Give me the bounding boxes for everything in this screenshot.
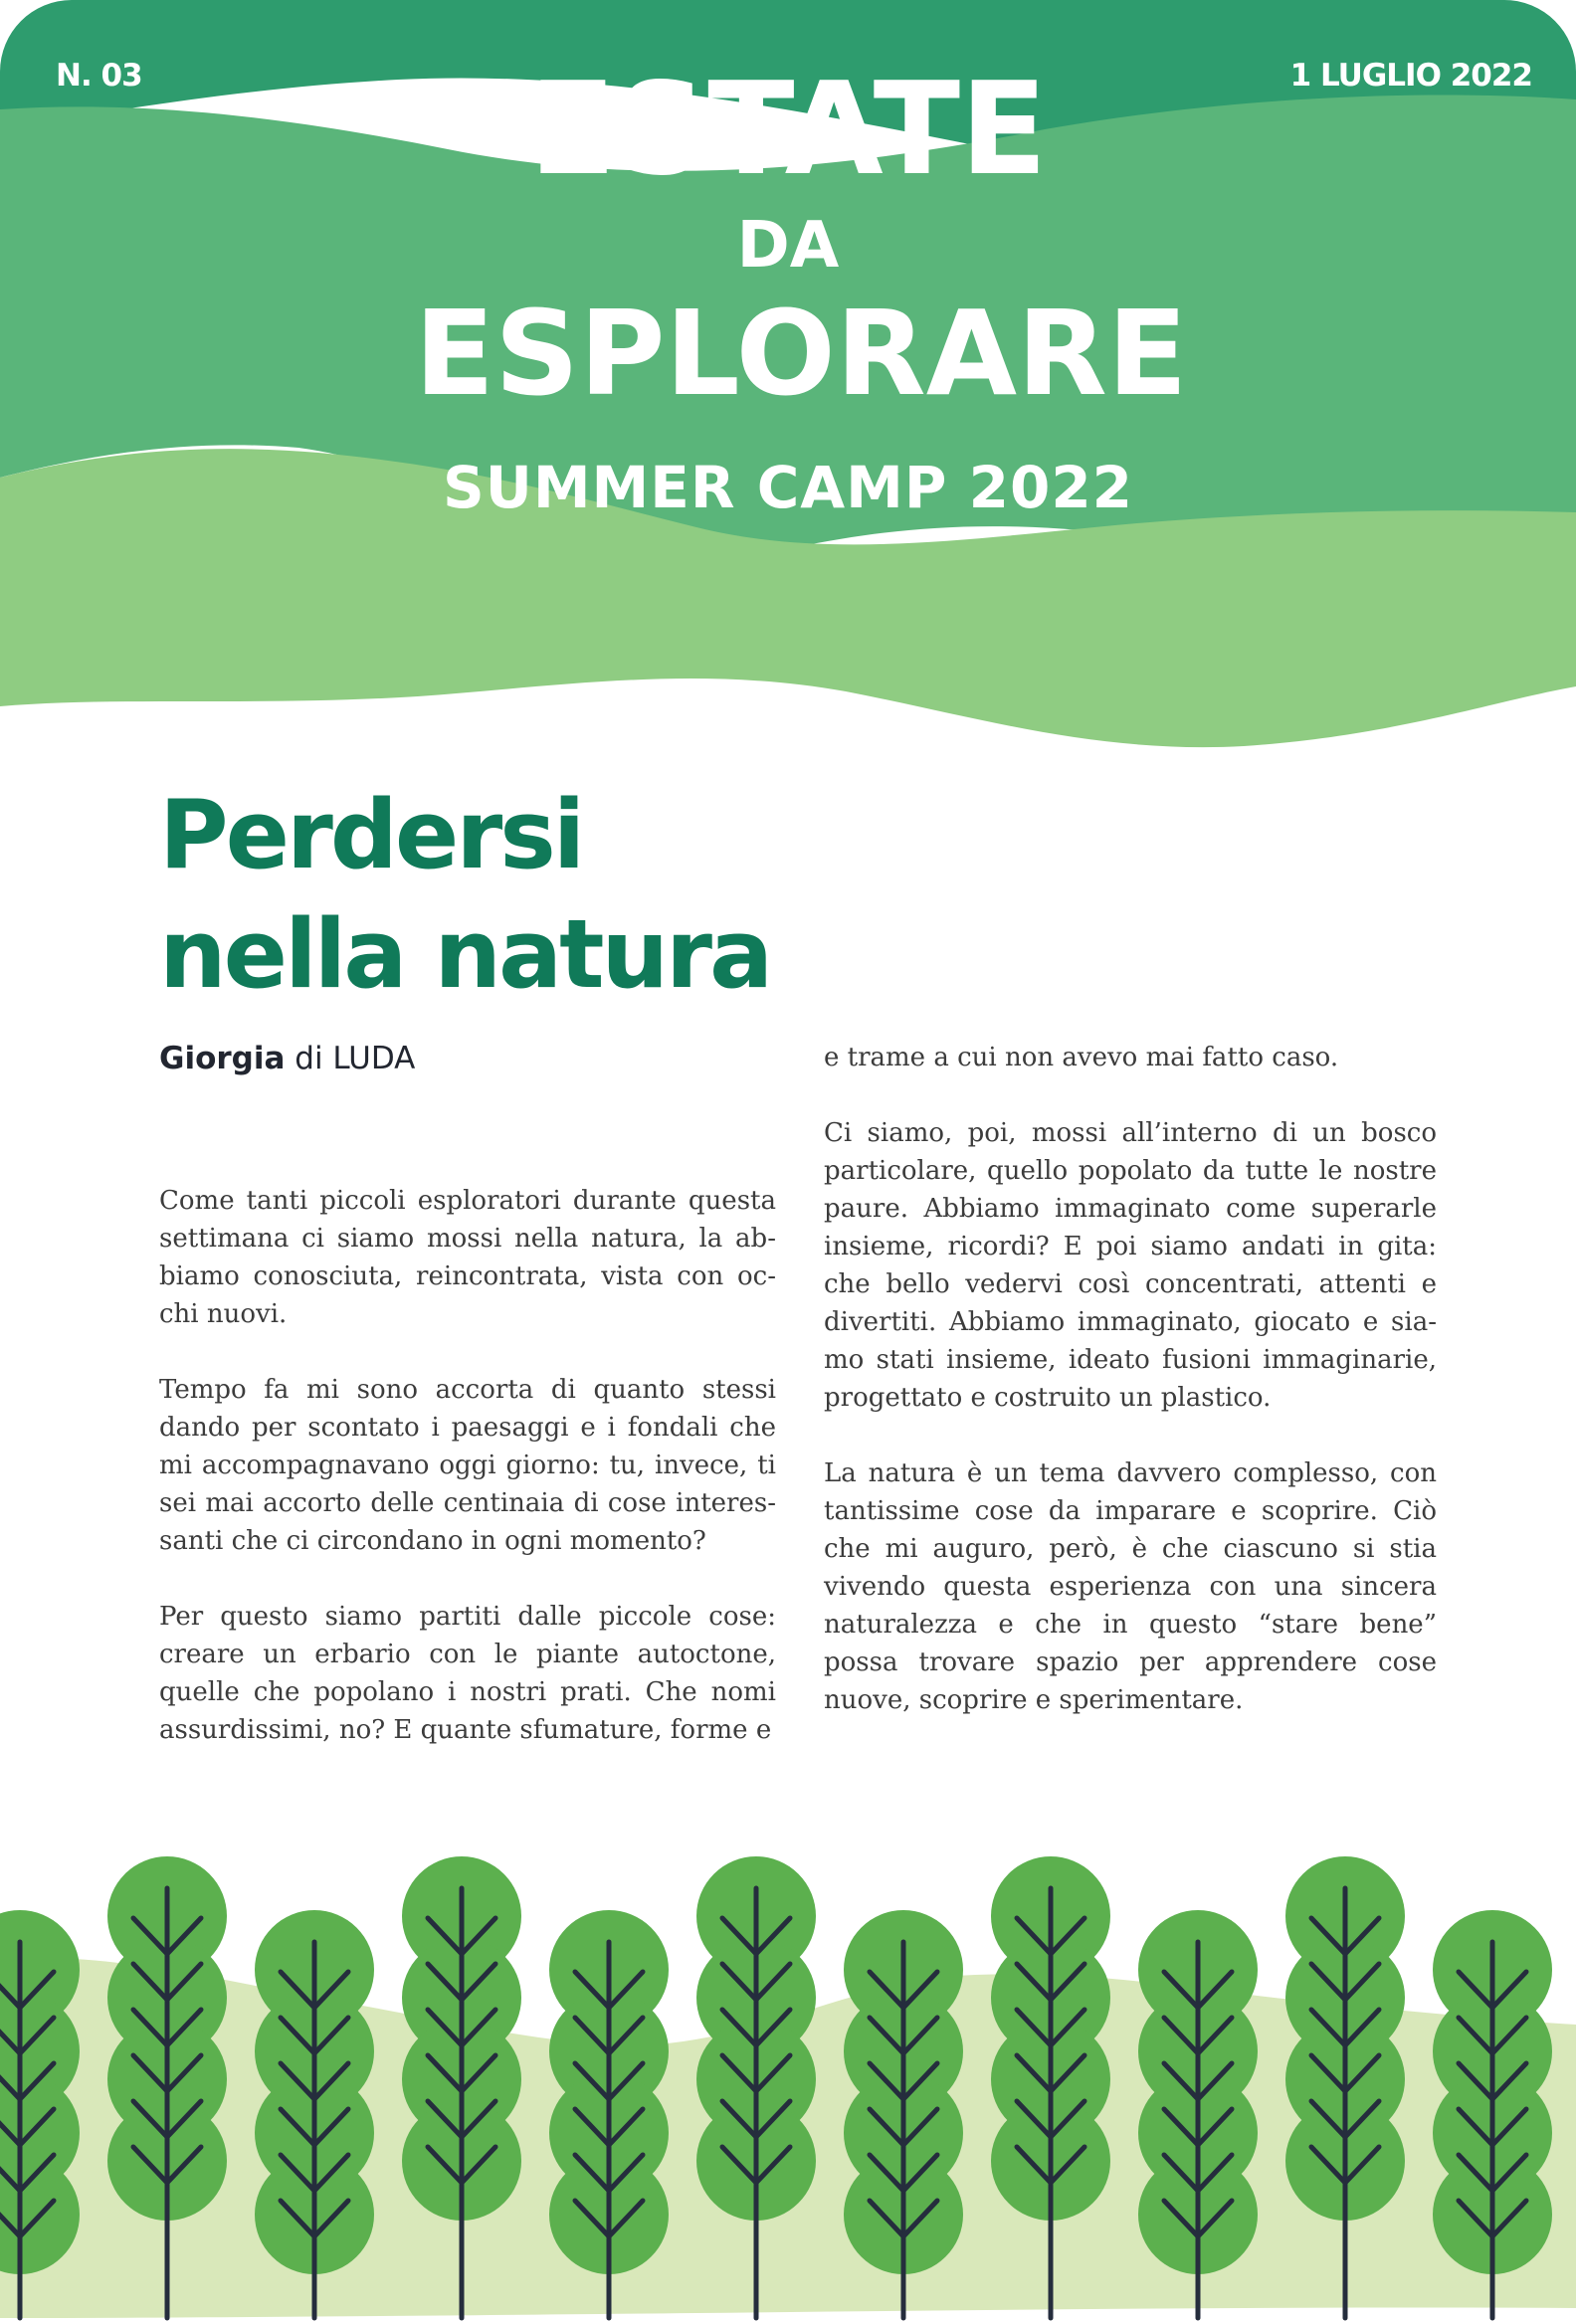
paragraph: La natura è un tema davvero complesso, con tantissime cose da imparare e scoprire. Ciò che mi auguro, però, è che ciascuno si stia vivendo questa esperienza con una sincera naturalezza e che in questo “stare bene” possa trovare spazio per apprendere cose nuove, scoprire e sperimentare.: [824, 1458, 1437, 1715]
tree: [255, 1910, 374, 2318]
tree: [1433, 1910, 1552, 2318]
paragraph: Come tanti piccoli esploratori durante questa settimana ci siamo mossi nella natura, la abbiamo conosciuta, reincontrata, vista con occhi nuovi.: [159, 1186, 776, 1329]
article-title-line-1: Perdersi: [159, 781, 583, 890]
paragraph: Per questo siamo partiti dalle piccole cose: creare un erbario con le piante autoctone, quelle che popolano i nostri prati. Che nomi assurdissimi, no? E quante sfumature, forme e: [159, 1602, 776, 1745]
paragraph: e trame a cui non avevo mai fatto caso.: [824, 1043, 1339, 1072]
issue-number: N. 03: [56, 58, 142, 94]
masthead-line-2: DA: [736, 209, 840, 283]
article-column-left: [159, 1182, 776, 1787]
article-byline: [159, 1041, 415, 1076]
article-title-line-2: nella natura: [159, 900, 771, 1010]
tree: [844, 1910, 963, 2318]
issue-date: 1 LUGLIO 2022: [1289, 58, 1532, 94]
masthead-line-3: ESPLORARE: [414, 285, 1188, 422]
trees-illustration: [0, 1831, 1576, 2324]
article-title: [159, 776, 1055, 1015]
paragraph: Tempo fa mi sono accorta di quanto stessi dando per scontato i paesaggi e i fondali che mi accompagnavano oggi giorno: tu, invece, ti sei mai accorto delle centinaia di cose interessanti che ci circondano in ogni momento?: [159, 1375, 776, 1556]
author-name: Giorgia: [159, 1041, 286, 1076]
masthead-title: [0, 56, 1576, 424]
paragraph: Ci siamo, poi, mossi all’interno di un bosco particolare, quello popolato da tutte le nostre paure. Abbiamo immaginato come superarle insieme, ricordi? E poi siamo andati in gita: che bello vedervi così concentrati, attenti e divertiti. Abbiamo immaginato, giocato e siamo stati insieme, ideato fusioni immaginarie, progettato e costruito un plastico.: [824, 1118, 1437, 1413]
tree: [549, 1910, 669, 2318]
masthead-subtitle: SUMMER CAMP 2022: [442, 454, 1134, 521]
author-group: di LUDA: [285, 1041, 416, 1076]
tree: [1138, 1910, 1258, 2318]
masthead-line-1: ESTATE: [528, 56, 1048, 204]
article-column-right: [824, 1039, 1437, 1757]
